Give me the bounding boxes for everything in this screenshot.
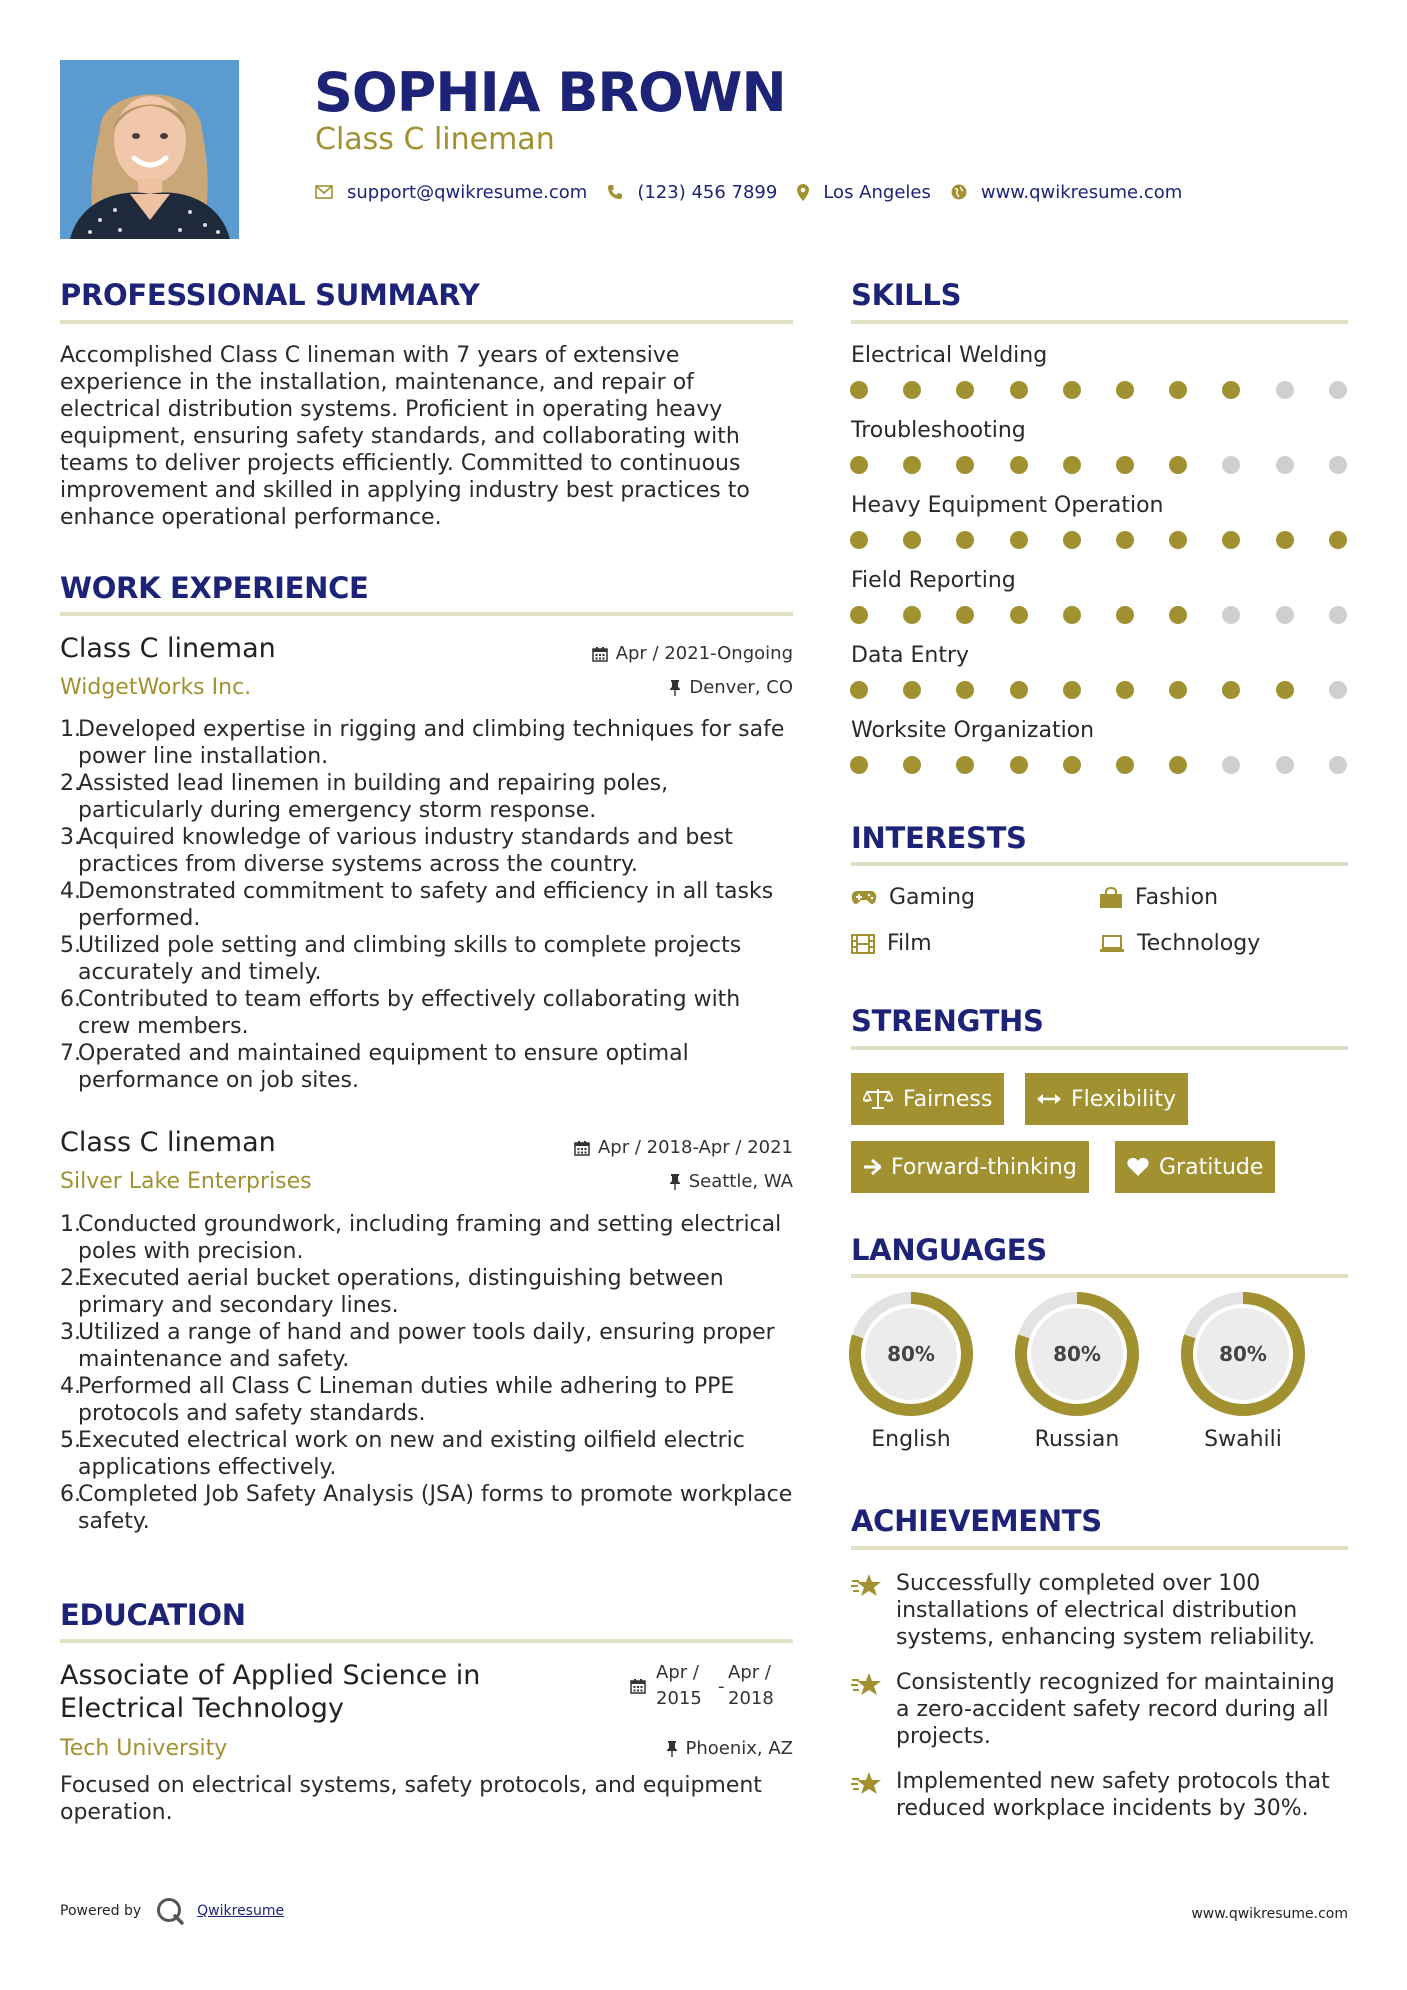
skill-dot-filled (1276, 531, 1294, 549)
skill-dot-empty (1276, 756, 1294, 774)
shopping-bag-icon (1099, 887, 1123, 909)
skill-dot-filled (850, 681, 868, 699)
education-dates (630, 1662, 793, 1714)
strength-label: Gratitude (1159, 1154, 1264, 1180)
list-item: 4. Demonstrated commitment to safety and efficiency in all tasks performed. (60, 879, 774, 931)
skill-dot-empty (1329, 381, 1347, 399)
experience-rule (60, 612, 793, 616)
pushpin-icon (666, 1741, 678, 1757)
job-1-bullets (60, 716, 793, 1094)
skill-dot-filled (1010, 681, 1028, 699)
list-item: 6. Completed Job Safety Analysis (JSA) forms to promote workplace safety. (60, 1482, 793, 1534)
skill-dot-filled (1276, 681, 1294, 699)
skill-label: Worksite Organization (851, 718, 1095, 743)
strength-gratitude (1115, 1141, 1275, 1193)
heart-icon (1127, 1157, 1149, 1177)
skill-dot-filled (903, 681, 921, 699)
edu-date-dash: - (718, 1676, 725, 1697)
skill-dot-filled (903, 456, 921, 474)
skill-dot-filled (903, 531, 921, 549)
strength-label: Flexibility (1071, 1086, 1176, 1112)
skill-dot-filled (1169, 531, 1187, 549)
map-pin-icon (797, 184, 809, 201)
experience-heading: WORK EXPERIENCE (60, 571, 369, 605)
list-item: 5. Executed electrical work on new and existing oilfield electric applications effectively. (60, 1428, 745, 1480)
skill-dot-filled (1169, 606, 1187, 624)
contact-email-text: support@qwikresume.com (347, 181, 588, 203)
strength-forward-thinking (851, 1141, 1089, 1193)
list-item: 2. Assisted lead linemen in building and repairing poles, particularly during emergency storm response. (60, 771, 669, 823)
skill-dot-filled (850, 456, 868, 474)
list-item: 1. Conducted groundwork, including framing and setting electrical poles with precision. (60, 1212, 782, 1264)
skill-dot-filled (1010, 531, 1028, 549)
list-item: 5. Utilized pole setting and climbing skills to complete projects accurately and timely. (60, 933, 742, 985)
job-1-location (520, 677, 793, 699)
skill-dot-filled (1169, 381, 1187, 399)
education-location (520, 1738, 793, 1760)
language-name: English (871, 1427, 951, 1452)
language-percent: 80% (1219, 1342, 1267, 1366)
education-description: Focused on electrical systems, safety protocols, and equipment operation. (60, 1773, 762, 1825)
job-1-location-text: Denver, CO (689, 677, 793, 698)
skill-dot-filled (956, 531, 974, 549)
degree-line-2: Electrical Technology (60, 1693, 344, 1724)
achievements-rule (851, 1546, 1348, 1550)
calendar-icon (574, 1140, 590, 1156)
job-2-dates-text: Apr / 2018-Apr / 2021 (597, 1137, 793, 1158)
skills-rule (851, 320, 1348, 324)
pushpin-icon (669, 1174, 681, 1190)
skill-dot-filled (1063, 606, 1081, 624)
skill-dot-filled (1063, 756, 1081, 774)
skill-dot-filled (956, 606, 974, 624)
phone-icon (607, 184, 623, 200)
film-icon (851, 934, 875, 954)
education-heading: EDUCATION (60, 1598, 246, 1632)
contact-website[interactable] (951, 182, 1182, 203)
skill-dot-empty (1222, 756, 1240, 774)
languages-heading: LANGUAGES (851, 1233, 1047, 1267)
skill-dot-filled (1169, 681, 1187, 699)
edu-start-month: Apr / (656, 1662, 699, 1683)
calendar-icon (630, 1678, 646, 1699)
skill-dot-empty (1329, 681, 1347, 699)
skill-dot-empty (1329, 606, 1347, 624)
qwikresume-logo-icon (155, 1896, 185, 1926)
achievement-2: Consistently recognized for maintaining a zero-accident safety record during all projects. (896, 1670, 1335, 1749)
edu-end-month: Apr / (728, 1662, 771, 1683)
skill-label: Troubleshooting (851, 418, 1026, 443)
balance-scale-icon (863, 1088, 893, 1110)
language-ring (1015, 1292, 1139, 1416)
skill-label: Electrical Welding (851, 343, 1048, 368)
skills-heading: SKILLS (851, 278, 962, 312)
strength-flexibility (1025, 1073, 1188, 1125)
skill-dot-filled (1063, 456, 1081, 474)
skill-label: Heavy Equipment Operation (851, 493, 1164, 518)
interests-heading: INTERESTS (851, 821, 1027, 855)
list-item: 6. Contributed to team efforts by effectively collaborating with crew members. (60, 987, 741, 1039)
edu-start-year: 2015 (656, 1688, 702, 1709)
skill-dot-filled (1116, 531, 1134, 549)
contact-website-text: www.qwikresume.com (980, 181, 1183, 203)
language-name: Russian (1034, 1427, 1120, 1452)
job-1-company: WidgetWorks Inc. (60, 675, 252, 700)
skill-dot-filled (1116, 381, 1134, 399)
job-2-company: Silver Lake Enterprises (60, 1169, 312, 1194)
skill-dot-filled (850, 381, 868, 399)
contact-location-text: Los Angeles (823, 181, 931, 203)
interest-label: Gaming (889, 885, 975, 910)
skill-rating (850, 755, 1345, 775)
contact-phone-text: (123) 456 7899 (637, 181, 778, 203)
job-2-location (520, 1171, 793, 1193)
job-2-location-text: Seattle, WA (688, 1171, 793, 1192)
qwikresume-link[interactable]: Qwikresume (197, 1903, 285, 1919)
skill-rating (850, 455, 1345, 475)
skill-dot-filled (1116, 681, 1134, 699)
job-2-title: Class C lineman (60, 1127, 276, 1158)
skill-dot-empty (1222, 606, 1240, 624)
achievement-1: Successfully completed over 100 installations of electrical distribution systems, enhancing system reliability. (896, 1571, 1316, 1650)
skill-dot-empty (1276, 606, 1294, 624)
skill-dot-filled (1063, 681, 1081, 699)
interest-label: Film (887, 931, 932, 956)
skill-dot-filled (1116, 756, 1134, 774)
skill-dot-empty (1329, 756, 1347, 774)
skill-dot-empty (1276, 456, 1294, 474)
degree-line-1: Associate of Applied Science in (60, 1660, 481, 1691)
list-item: 3. Acquired knowledge of various industry standards and best practices from diverse systems across the country. (60, 825, 733, 877)
contact-location (797, 182, 931, 203)
skill-rating (850, 680, 1345, 700)
globe-icon (951, 184, 967, 200)
skill-dot-filled (1116, 606, 1134, 624)
arrow-right-icon (863, 1158, 881, 1176)
contact-email[interactable] (315, 182, 587, 203)
education-rule (60, 1639, 793, 1643)
list-item: 7. Operated and maintained equipment to ensure optimal performance on job sites. (60, 1041, 689, 1093)
job-1-dates (520, 643, 793, 665)
list-item: 1. Developed expertise in rigging and climbing techniques for safe power line installation. (60, 717, 785, 769)
profile-photo (60, 60, 239, 239)
job-1-dates-text: Apr / 2021-Ongoing (615, 643, 793, 664)
interest-label: Fashion (1135, 885, 1219, 910)
contact-phone[interactable] (607, 182, 777, 203)
skill-dot-filled (1063, 381, 1081, 399)
skill-dot-filled (1010, 456, 1028, 474)
list-item: 2. Executed aerial bucket operations, distinguishing between primary and secondary lines. (60, 1266, 724, 1318)
list-item: 4. Performed all Class C Lineman duties while adhering to PPE protocols and safety standards. (60, 1374, 735, 1426)
skill-dot-filled (1010, 381, 1028, 399)
arrows-horizontal-icon (1037, 1093, 1061, 1105)
skill-dot-filled (1222, 531, 1240, 549)
strength-fairness (851, 1073, 1004, 1125)
skill-dot-filled (1010, 606, 1028, 624)
powered-by-text: Powered by (60, 1903, 142, 1919)
footer-powered-by (60, 1896, 284, 1926)
languages-rule (851, 1274, 1348, 1278)
skill-dot-filled (1222, 681, 1240, 699)
skill-rating (850, 605, 1345, 625)
star-icon (851, 1572, 883, 1604)
skill-dot-filled (850, 756, 868, 774)
edu-end-year: 2018 (728, 1688, 774, 1709)
skill-dot-filled (903, 381, 921, 399)
strengths-rule (851, 1046, 1348, 1050)
interest-gaming (851, 884, 975, 912)
skill-dot-filled (903, 756, 921, 774)
language-ring (1181, 1292, 1305, 1416)
skill-dot-filled (1329, 531, 1347, 549)
candidate-name: SOPHIA BROWN (314, 61, 786, 124)
summary-text: Accomplished Class C lineman with 7 years of extensive experience in the installation, maintenance, and repair of electrical distribution systems. Proficient in operating heavy equipment, ensuring safety standards, and collaborating with teams to deliver projects efficiently. Committed to continuous improvement and skilled in applying industry best practices to enhance operational performance. (60, 343, 750, 530)
interest-fashion (1099, 884, 1218, 912)
skill-dot-empty (1329, 456, 1347, 474)
job-2-bullets (60, 1211, 793, 1535)
pushpin-icon (669, 680, 681, 696)
achievements-heading: ACHIEVEMENTS (851, 1504, 1102, 1538)
envelope-icon (315, 185, 333, 199)
interest-film (851, 930, 932, 958)
skill-label: Data Entry (851, 643, 970, 668)
language-percent: 80% (1053, 1342, 1101, 1366)
skill-dot-empty (1276, 381, 1294, 399)
strength-label: Forward-thinking (891, 1154, 1077, 1180)
language-percent: 80% (887, 1342, 935, 1366)
star-icon (851, 1770, 883, 1802)
language-ring (849, 1292, 973, 1416)
skill-dot-filled (850, 606, 868, 624)
skill-dot-filled (1222, 381, 1240, 399)
education-school: Tech University (60, 1736, 228, 1761)
skill-dot-filled (956, 456, 974, 474)
interest-label: Technology (1137, 931, 1261, 956)
interests-rule (851, 862, 1348, 866)
laptop-icon (1099, 935, 1125, 953)
gamepad-icon (851, 890, 877, 906)
list-item: 3. Utilized a range of hand and power tools daily, ensuring proper maintenance and safety. (60, 1320, 775, 1372)
contact-bar (315, 178, 1202, 206)
language-name: Swahili (1204, 1427, 1282, 1452)
skill-dot-filled (956, 681, 974, 699)
skill-rating (850, 530, 1345, 550)
skill-dot-filled (1169, 756, 1187, 774)
skill-dot-filled (1116, 456, 1134, 474)
candidate-title: Class C lineman (315, 122, 555, 157)
summary-rule (60, 320, 793, 324)
calendar-icon (592, 646, 608, 662)
skill-dot-filled (850, 531, 868, 549)
skill-label: Field Reporting (851, 568, 1016, 593)
skill-rating (850, 380, 1345, 400)
interest-technology (1099, 930, 1260, 958)
skill-dot-filled (1169, 456, 1187, 474)
skill-dot-filled (1063, 531, 1081, 549)
star-icon (851, 1671, 883, 1703)
strengths-heading: STRENGTHS (851, 1004, 1044, 1038)
strength-label: Fairness (903, 1086, 993, 1112)
skill-dot-filled (1010, 756, 1028, 774)
achievement-3: Implemented new safety protocols that reduced workplace incidents by 30%. (896, 1769, 1330, 1821)
skill-dot-empty (1222, 456, 1240, 474)
skill-dot-filled (956, 756, 974, 774)
skill-dot-filled (903, 606, 921, 624)
skill-dot-filled (956, 381, 974, 399)
footer-url[interactable]: www.qwikresume.com (1191, 1906, 1348, 1922)
job-2-dates (520, 1137, 793, 1159)
education-location-text: Phoenix, AZ (685, 1738, 793, 1759)
summary-heading: PROFESSIONAL SUMMARY (60, 278, 480, 312)
job-1-title: Class C lineman (60, 633, 276, 664)
